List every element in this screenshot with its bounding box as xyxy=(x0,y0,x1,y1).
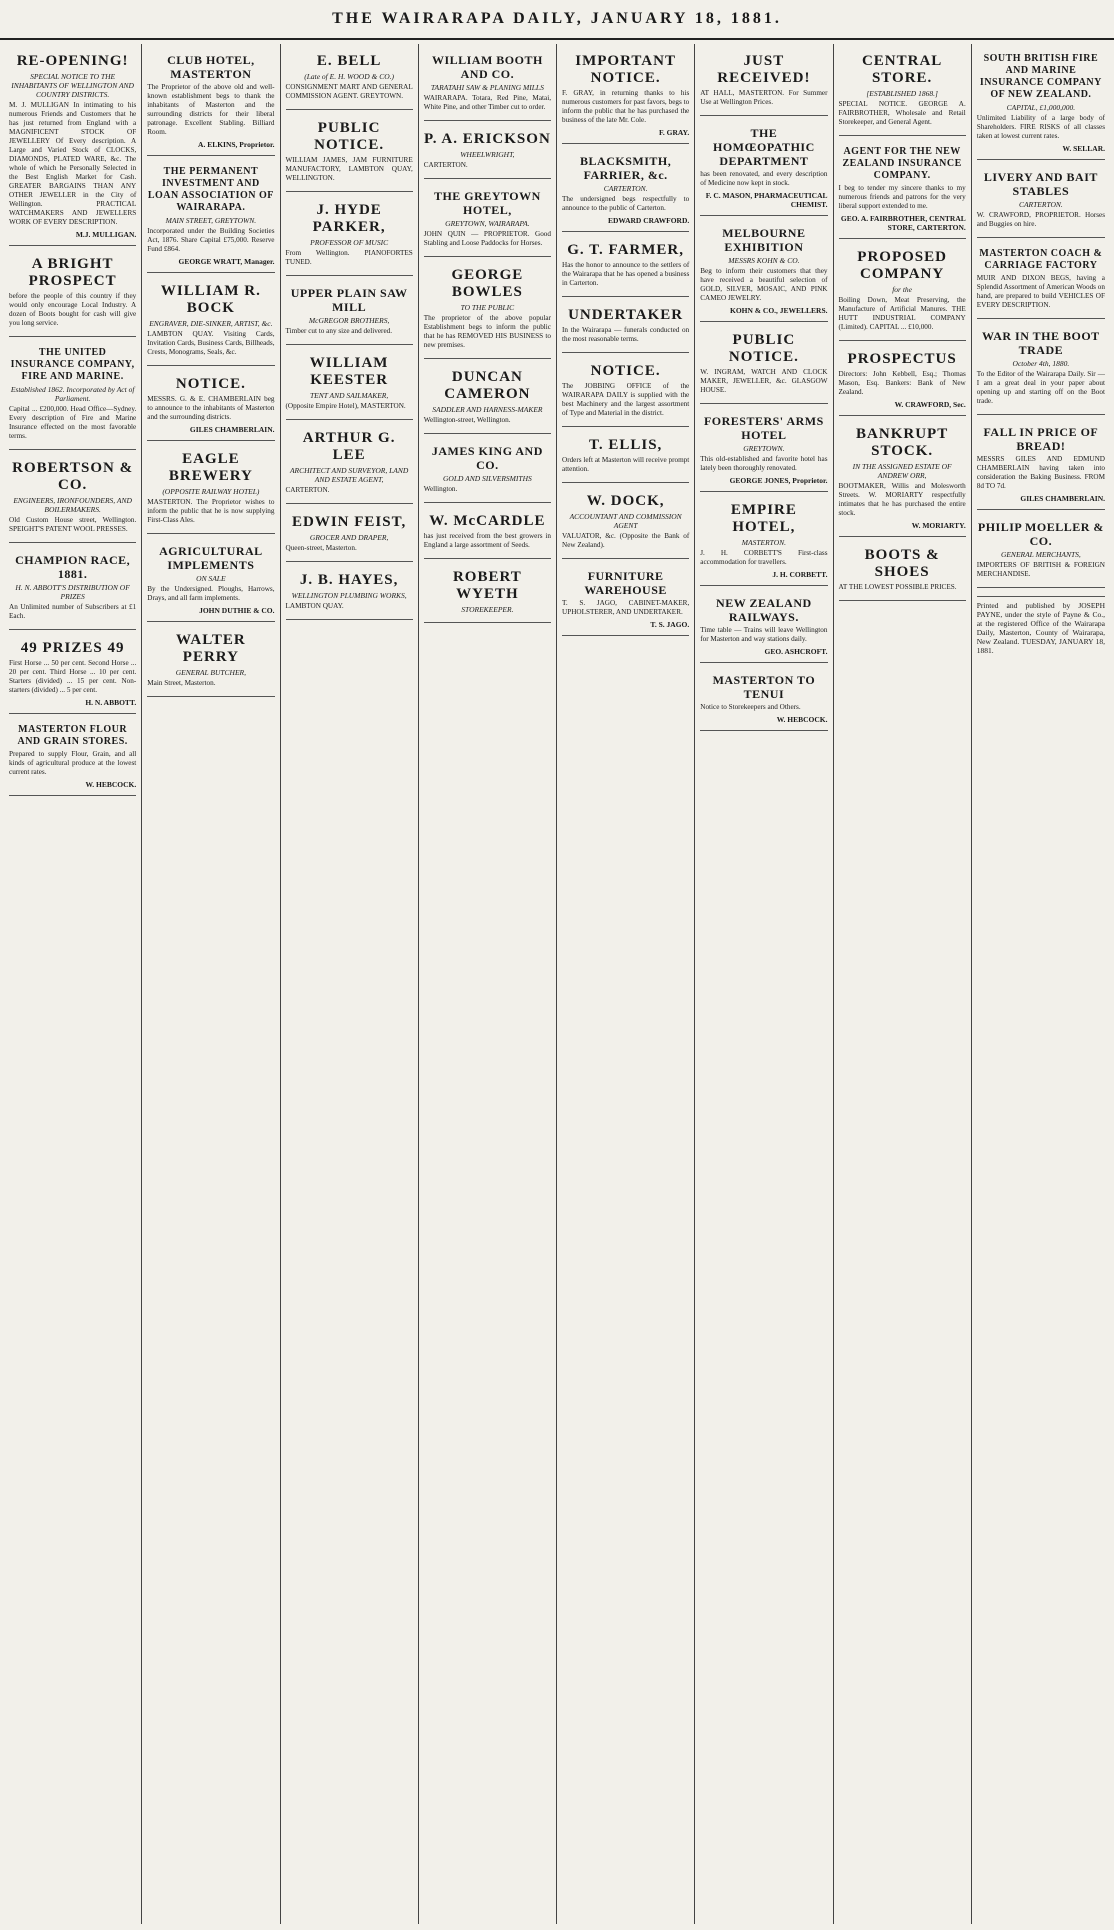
ad-subheading: ENGINEERS, IRONFOUNDERS, AND BOILERMAKERS. xyxy=(13,496,132,514)
ad-body: By the Undersigned. Ploughs, Harrows, Drays, and all farm implements. xyxy=(147,585,275,602)
ad-heading: MASTERTON COACH & CARRIAGE FACTORY xyxy=(979,248,1103,271)
advertisement xyxy=(286,349,413,420)
ad-subheading: GENERAL BUTCHER, xyxy=(175,668,247,677)
advertisement xyxy=(286,424,413,504)
ad-subheading: GENERAL MERCHANTS, xyxy=(1000,550,1081,559)
ad-body: before the people of this country if they would only encourage Local Industry. A dozen of Boots bought for cash will give you long service. xyxy=(9,292,137,327)
ad-body: To the Editor of the Wairarapa Daily. Sir — I am a great deal in your paper about opening up and starting off on the Boot trade. xyxy=(976,370,1105,405)
ad-signature: F. GRAY. xyxy=(659,128,690,137)
ad-signature: A. ELKINS, Proprietor. xyxy=(198,140,275,149)
ad-body: From Wellington. PIANOFORTES TUNED. xyxy=(285,249,413,266)
ad-signature: GILES CHAMBERLAIN. xyxy=(1020,494,1105,503)
ad-body: MASTERTON. The Proprietor wishes to inform the public that he is now supplying First-Class Ales. xyxy=(147,498,275,524)
ad-heading: WILLIAM KEESTER xyxy=(309,355,389,388)
ad-signature: GEO. A. FAIRBROTHER, CENTRAL STORE, CARTERTON. xyxy=(840,214,966,232)
ad-body: LAMBTON QUAY. Visiting Cards, Invitation Cards, Business Cards, Billheads, Crests, Monograms, Seals, &c. xyxy=(147,330,275,356)
advertisement xyxy=(9,47,136,246)
advertisement xyxy=(147,47,274,156)
advertisement xyxy=(700,326,827,404)
ad-heading: ROBERTSON & CO. xyxy=(12,460,134,493)
advertisement xyxy=(424,47,551,121)
ad-body: In the Wairarapa — funerals conducted on the most reasonable terms. xyxy=(562,326,690,343)
ad-heading: A BRIGHT PROSPECT xyxy=(28,256,117,289)
ad-signature: GEORGE WRATT, Manager. xyxy=(178,257,275,266)
ad-signature: W. HEBCOCK. xyxy=(776,715,828,724)
ad-heading: ARTHUR G. LEE xyxy=(302,430,396,463)
ad-heading: ROBERT WYETH xyxy=(452,569,522,602)
column-6 xyxy=(695,44,833,1924)
ad-subheading: MESSRS KOHN & CO. xyxy=(728,256,800,265)
ad-heading: THE GREYTOWN HOTEL, xyxy=(433,189,541,217)
ad-body: Prepared to supply Flour, Grain, and all kinds of agricultural produce at the lowest current rates. xyxy=(9,750,137,776)
ad-body: M. J. MULLIGAN In intimating to his numerous Friends and Customers that he has just returned from England with a MAGNIFICENT STOCK OF JEWELLERY Of Every description. A Large and Varied Stock of CLOCKS, DIAMONDS, PLATED WARE, &c. The whole of which he Personally Selected in the Best English Market for Cash. GREATER BARGAINS THAN ANY OTHER JEWELLER in the City of Wellington. PRACTICAL WATCHMAKERS AND JEWELLERS WORK OF EVERY DESCRIPTION. xyxy=(9,101,137,226)
ad-heading: MASTERTON FLOUR AND GRAIN STORES. xyxy=(17,724,128,747)
advertisement xyxy=(424,438,551,503)
advertisement xyxy=(424,261,551,359)
advertisement xyxy=(562,487,689,559)
ad-body: J. H. CORBETT'S First-class accommodation for travellers. xyxy=(700,549,828,566)
ad-subheading: H. N. ABBOTT'S DISTRIBUTION OF PRIZES xyxy=(15,583,130,601)
ad-heading: E. BELL xyxy=(316,53,382,69)
advertisement xyxy=(562,357,689,427)
ad-heading: NEW ZEALAND RAILWAYS. xyxy=(716,596,812,624)
ad-signature: GEORGE JONES, Proprietor. xyxy=(729,476,828,485)
ad-body: I beg to tender my sincere thanks to my numerous friends and patrons for the very liberal support extended to me. xyxy=(838,184,966,210)
ad-subheading: SADDLER AND HARNESS-MAKER xyxy=(432,405,543,414)
ad-body: Beg to inform their customers that they have received a beautiful selection of GOLD, SILVER, MOSAIC, AND PINK CAMEO JEWELRY. xyxy=(700,267,828,302)
advertisement xyxy=(9,341,136,450)
ad-subheading: SPECIAL NOTICE TO THE INHABITANTS OF WELLINGTON AND COUNTRY DISTRICTS. xyxy=(11,72,134,99)
ad-body: AT HALL, MASTERTON. For Summer Use at Wellington Prices. xyxy=(700,89,828,106)
ad-body: W. INGRAM, WATCH AND CLOCK MAKER, JEWELLER, &c. GLASGOW HOUSE. xyxy=(700,368,828,394)
advertisement xyxy=(977,242,1105,319)
ad-body: Incorporated under the Building Societies Act, 1876. Share Capital £75,000. Reserve Fund £864. xyxy=(147,227,275,253)
ad-heading: FORESTERS' ARMS HOTEL xyxy=(703,414,824,442)
ad-heading: JUST RECEIVED! xyxy=(717,53,811,86)
ad-heading: 49 PRIZES 49 xyxy=(20,640,125,656)
masthead: THE WAIRARAPA DAILY, JANUARY 18, 1881. xyxy=(0,0,1114,40)
ad-heading: FURNITURE WAREHOUSE xyxy=(584,569,667,597)
advertisement xyxy=(9,250,136,337)
advertisement xyxy=(9,454,136,543)
ad-heading: PHILIP MOELLER & CO. xyxy=(977,520,1104,548)
advertisement xyxy=(424,183,551,257)
ad-heading: WALTER PERRY xyxy=(176,632,246,665)
advertisement xyxy=(700,47,827,116)
ad-heading: AGRICULTURAL IMPLEMENTS xyxy=(159,544,263,572)
advertisement xyxy=(147,538,274,622)
ad-heading: IMPORTANT NOTICE. xyxy=(575,53,676,86)
advertisement xyxy=(977,47,1105,160)
ad-signature: W. SELLAR. xyxy=(1062,144,1105,153)
column-5 xyxy=(557,44,695,1924)
ad-subheading: ON SALE xyxy=(196,574,226,583)
ad-heading: PUBLIC NOTICE. xyxy=(314,120,385,153)
advertisement xyxy=(424,507,551,559)
advertisement xyxy=(700,496,827,586)
advertisement xyxy=(286,566,413,620)
ad-body: (Opposite Empire Hotel), MASTERTON. xyxy=(285,402,406,410)
ad-subheading: (OPPOSITE RAILWAY HOTEL) xyxy=(162,487,260,496)
advertisement xyxy=(147,277,274,366)
ad-signature: J. H. CORBETT. xyxy=(772,570,828,579)
advertisement xyxy=(700,220,827,322)
ad-subheading: TARATAHI SAW & PLANING MILLS xyxy=(430,83,544,92)
ad-signature: GILES CHAMBERLAIN. xyxy=(189,425,275,434)
ad-body: The proprietor of the above popular Establishment begs to inform the public that he has REMOVED HIS BUSINESS to new premises. xyxy=(423,314,551,349)
ad-body: LAMBTON QUAY. xyxy=(285,602,344,610)
ad-heading: J. B. HAYES, xyxy=(299,572,399,588)
ad-signature: W. MORIARTY. xyxy=(911,521,966,530)
ad-subheading: GREYTOWN. xyxy=(743,444,785,453)
ad-body: JOHN QUIN — PROPRIETOR. Good Stabling and Loose Paddocks for Horses. xyxy=(423,230,551,247)
column-1 xyxy=(4,44,142,1924)
ad-heading: PROPOSED COMPANY xyxy=(857,249,947,282)
advertisement xyxy=(839,47,966,136)
advertisement xyxy=(700,120,827,216)
ad-subheading: IN THE ASSIGNED ESTATE OF ANDREW ORR, xyxy=(852,462,952,480)
ad-body: T. S. JAGO, CABINET-MAKER, UPHOLSTERER, AND UNDERTAKER. xyxy=(562,599,690,616)
ad-subheading: STOREKEEPER. xyxy=(461,605,514,614)
advertisement xyxy=(839,345,966,416)
ad-subheading: Established 1862. Incorporated by Act of Parliament. xyxy=(10,385,135,403)
ad-subheading: GROCER AND DRAPER, xyxy=(309,533,389,542)
ad-body: Timber cut to any size and delivered. xyxy=(285,327,393,335)
ad-body: Main Street, Masterton. xyxy=(147,679,216,687)
ad-subheading: PROFESSOR OF MUSIC xyxy=(310,238,389,247)
ad-heading: NOTICE. xyxy=(590,363,661,379)
ad-body: Directors: John Kebbell, Esq.; Thomas Mason, Esq. Bankers: Bank of New Zealand. xyxy=(838,370,966,396)
column-4 xyxy=(419,44,557,1924)
ad-heading: JAMES KING AND CO. xyxy=(431,444,543,472)
ad-heading: CHAMPION RACE, 1881. xyxy=(15,553,131,581)
ad-body: AT THE LOWEST POSSIBLE PRICES. xyxy=(838,583,957,591)
advertisement xyxy=(839,541,966,601)
ad-body: The Proprietor of the above old and well-known establishment begs to thank the inhabitants of Masterton and the surrounding districts for their liberal patronage. Excellent Stabling. Billiard Room. xyxy=(147,83,275,136)
advertisement xyxy=(286,280,413,345)
advertisement xyxy=(424,563,551,623)
ad-heading: LIVERY AND BAIT STABLES xyxy=(983,170,1098,198)
advertisement xyxy=(562,563,689,636)
ad-body: CARTERTON. xyxy=(423,161,468,169)
ad-heading: W. McCARDLE xyxy=(429,513,546,529)
ad-subheading: McGREGOR BROTHERS, xyxy=(308,316,390,325)
ad-subheading: ACCOUNTANT AND COMMISSION AGENT xyxy=(569,512,682,530)
ad-heading: SOUTH BRITISH FIRE AND MARINE INSURANCE COMPANY OF NEW ZEALAND. xyxy=(979,53,1102,100)
ad-heading: DUNCAN CAMERON xyxy=(444,369,531,402)
advertisement xyxy=(562,431,689,483)
ad-heading: MELBOURNE EXHIBITION xyxy=(722,226,806,254)
ad-body: CARTERTON. xyxy=(285,486,330,494)
ad-body: Boiling Down, Meat Preserving, the Manufacture of Artificial Manures. THE HUTT INDUSTRIAL COMPANY (Limited). CAPITAL ... £10,000. xyxy=(838,296,966,331)
ad-body: Wellington-street, Wellington. xyxy=(423,416,511,424)
ad-body: Old Custom House street, Wellington. SPEIGHT'S PATENT WOOL PRESSES. xyxy=(9,516,137,533)
ad-subheading: WHEELWRIGHT, xyxy=(460,150,515,159)
advertisement xyxy=(286,47,413,110)
ad-body: MUIR AND DIXON BEGS, having a Splendid Assortment of American Woods on hand, are prepared to build VEHICLES OF EVERY DESCRIPTION. xyxy=(976,274,1105,309)
ad-subheading: MAIN STREET, GREYTOWN. xyxy=(165,216,257,225)
advertisement xyxy=(9,547,136,630)
ad-body: has been renovated, and every description of Medicine now kept in stock. xyxy=(700,170,828,187)
ad-heading: CENTRAL STORE. xyxy=(861,53,943,86)
ad-heading: PUBLIC NOTICE. xyxy=(728,332,799,365)
advertisement xyxy=(977,323,1105,415)
ad-heading: AGENT FOR THE NEW ZEALAND INSURANCE COMPANY. xyxy=(842,146,962,181)
advertisement xyxy=(839,420,966,537)
ad-heading: NOTICE. xyxy=(175,376,246,392)
ad-signature: W. CRAWFORD, Sec. xyxy=(894,400,966,409)
ad-heading: W. DOCK, xyxy=(586,493,665,509)
ad-heading: P. A. ERICKSON xyxy=(423,131,551,147)
printer-imprint: Printed and published by JOSEPH PAYNE, under the style of Payne & Co., at the registered Office of the Wairarapa Daily, Masterton, County of Wairarapa, New Zealand. TUESDAY, JANUARY 18, 1881. xyxy=(977,596,1105,655)
ad-body: MESSRS. G. & E. CHAMBERLAIN beg to announce to the inhabitants of Masterton and the surrounding districts. xyxy=(147,395,275,421)
ad-subheading: TENT AND SAILMAKER, xyxy=(309,391,389,400)
ad-signature: EDWARD CRAWFORD. xyxy=(607,216,690,225)
ad-body: An Unlimited number of Subscribers at £1 Each. xyxy=(9,603,137,620)
ad-subheading: October 4th, 1880. xyxy=(1012,359,1070,368)
ad-heading: T. ELLIS, xyxy=(588,437,663,453)
ad-heading: BOOTS & SHOES xyxy=(864,547,940,580)
ad-body: WILLIAM JAMES, JAM FURNITURE MANUFACTORY, LAMBTON QUAY, WELLINGTON. xyxy=(285,156,413,182)
ad-body: Orders left at Masterton will receive prompt attention. xyxy=(562,456,690,473)
advertisement xyxy=(147,370,274,441)
advertisement xyxy=(9,718,136,796)
ad-heading: CLUB HOTEL, MASTERTON xyxy=(167,53,255,81)
ad-signature: T. S. JAGO. xyxy=(650,620,690,629)
ad-heading: THE PERMANENT INVESTMENT AND LOAN ASSOCIATION OF WAIRARAPA. xyxy=(147,166,274,213)
ad-subheading: ENGRAVER, DIE-SINKER, ARTIST, &c. xyxy=(149,319,273,328)
advertisement xyxy=(839,140,966,239)
advertisement xyxy=(286,114,413,192)
ad-subheading: GREYTOWN, WAIRARAPA. xyxy=(445,219,530,228)
advertisement xyxy=(147,445,274,534)
ad-body: WAIRARAPA. Totara, Red Pine, Matai, White Pine, and other Timber cut to order. xyxy=(423,94,551,111)
ad-heading: GEORGE BOWLES xyxy=(451,267,524,300)
ad-heading: G. T. FARMER, xyxy=(567,242,684,258)
column-8 xyxy=(972,44,1110,1924)
column-7 xyxy=(834,44,972,1924)
advertisement xyxy=(147,160,274,273)
ad-body: Time table — Trains will leave Wellington for Masterton and way stations daily. xyxy=(700,626,828,643)
ad-body: F. GRAY, in returning thanks to his numerous customers for past favors, begs to inform the public that he has purchased the business of the late Mr. Cole. xyxy=(562,89,690,124)
ad-signature: F. C. MASON, PHARMACEUTICAL CHEMIST. xyxy=(705,191,828,209)
ad-subheading: CARTERTON. xyxy=(603,184,648,193)
advertisement xyxy=(977,164,1105,238)
ad-subheading: ARCHITECT AND SURVEYOR, LAND AND ESTATE AGENT, xyxy=(289,466,409,484)
ad-subheading: (Late of E. H. WOOD & CO.) xyxy=(304,72,395,81)
advertisement xyxy=(562,148,689,232)
ad-heading: UPPER PLAIN SAW MILL xyxy=(290,286,408,314)
column-2 xyxy=(142,44,280,1924)
advertisement xyxy=(286,508,413,562)
ad-body: This old-established and favorite hotel has lately been thoroughly renovated. xyxy=(700,455,828,472)
ad-body: The undersigned begs respectfully to announce to the public of Carterton. xyxy=(562,195,690,212)
ad-subheading: [ESTABLISHED 1868.] xyxy=(866,89,938,98)
ad-heading: BLACKSMITH, FARRIER, &c. xyxy=(580,154,672,182)
ad-heading: BANKRUPT STOCK. xyxy=(856,426,949,459)
ad-signature: H. N. ABBOTT. xyxy=(85,698,137,707)
ad-body: MESSRS GILES AND EDMUND CHAMBERLAIN having taken into consideration the Baking Business. FROM 8d TO 7d. xyxy=(976,455,1105,490)
ad-body: has just received from the best growers in England a large assortment of Seeds. xyxy=(423,532,551,549)
ad-signature: GEO. ASHCROFT. xyxy=(764,647,828,656)
column-3 xyxy=(281,44,419,1924)
ad-heading: WILLIAM R. BOCK xyxy=(160,283,261,316)
advertisement xyxy=(147,626,274,697)
ad-heading: THE HOMŒOPATHIC DEPARTMENT xyxy=(713,126,815,168)
advertisement xyxy=(562,236,689,297)
advertisement xyxy=(700,590,827,663)
advertisement xyxy=(424,125,551,179)
ad-signature: M.J. MULLIGAN. xyxy=(75,230,137,239)
advertisement xyxy=(839,243,966,341)
ad-subheading: for the xyxy=(892,285,913,294)
ad-signature: KOHN & CO., JEWELLERS. xyxy=(729,306,828,315)
ad-subheading: CARTERTON. xyxy=(1018,200,1063,209)
ad-heading: J. HYDE PARKER, xyxy=(312,202,386,235)
ad-subheading: GOLD AND SILVERSMITHS xyxy=(442,474,532,483)
ad-body: Wellington. xyxy=(423,485,458,493)
ad-body: Capital ... £200,000. Head Office—Sydney. Every description of Fire and Marine Insurance effected on the most favorable terms. xyxy=(9,405,137,440)
ad-heading: UNDERTAKER xyxy=(568,307,684,323)
ad-body: First Horse ... 50 per cent. Second Horse ... 20 per cent. Third Horse ... 10 per cent. Starters (divided) ... 15 per cent. Non-starters (divided) ... 5 per cent. xyxy=(9,659,137,694)
advertisement xyxy=(700,667,827,731)
ad-heading: WILLIAM BOOTH AND CO. xyxy=(431,53,543,81)
advertisement xyxy=(9,634,136,714)
ad-signature: JOHN DUTHIE & CO. xyxy=(199,606,275,615)
advertisement xyxy=(977,514,1105,588)
ad-heading: THE UNITED INSURANCE COMPANY, FIRE AND MARINE. xyxy=(10,347,135,382)
advertisement xyxy=(424,363,551,434)
ad-body: W. CRAWFORD, PROPRIETOR. Horses and Buggies on hire. xyxy=(976,211,1105,228)
ad-heading: EDWIN FEIST, xyxy=(292,514,407,530)
ad-body: Notice to Storekeepers and Others. xyxy=(700,703,801,711)
advertisement xyxy=(286,196,413,276)
ad-signature: W. HEBCOCK. xyxy=(85,780,137,789)
ad-heading: PROSPECTUS xyxy=(847,351,957,367)
ad-body: IMPORTERS OF BRITISH & FOREIGN MERCHANDISE. xyxy=(976,561,1105,578)
ad-subheading: TO THE PUBLIC xyxy=(460,303,515,312)
ad-heading: FALL IN PRICE OF BREAD! xyxy=(983,425,1099,453)
ad-heading: WAR IN THE BOOT TRADE xyxy=(982,329,1100,357)
advertisement xyxy=(562,47,689,144)
advertisement xyxy=(562,301,689,353)
ad-heading: RE-OPENING! xyxy=(16,53,129,69)
ad-heading: MASTERTON TO TENUI xyxy=(712,673,816,701)
ad-subheading: CAPITAL, £1,000,000. xyxy=(1006,103,1076,112)
ad-body: VALUATOR, &c. (Opposite the Bank of New Zealand). xyxy=(562,532,690,549)
ad-body: CONSIGNMENT MART AND GENERAL COMMISSION AGENT. GREYTOWN. xyxy=(285,83,413,100)
ad-subheading: WELLINGTON PLUMBING WORKS, xyxy=(291,591,407,600)
ad-subheading: MASTERTON. xyxy=(741,538,786,547)
ad-body: The JOBBING OFFICE of the WAIRARAPA DAILY is supplied with the best Machinery and the largest assortment of Type and Material in the district. xyxy=(562,382,690,417)
advertisement xyxy=(977,419,1105,510)
ad-body: Queen-street, Masterton. xyxy=(285,544,357,552)
columns-container xyxy=(4,44,1110,1924)
ad-heading: EMPIRE HOTEL, xyxy=(730,502,797,535)
ad-body: Has the honor to announce to the settlers of the Wairarapa that he has opened a business in Carterton. xyxy=(562,261,690,287)
advertisement xyxy=(700,408,827,492)
ad-body: Unlimited Liability of a large body of Shareholders. FIRE RISKS of all classes taken at lowest current rates. xyxy=(976,114,1105,140)
ad-body: BOOTMAKER, Willis and Molesworth Streets. W. MORIARTY respectfully intimates that he has purchased the entire stock. xyxy=(838,482,966,517)
ad-heading: EAGLE BREWERY xyxy=(168,451,253,484)
ad-body: SPECIAL NOTICE. GEORGE A. FAIRBROTHER, Wholesale and Retail Storekeeper, and General Agent. xyxy=(838,100,966,126)
